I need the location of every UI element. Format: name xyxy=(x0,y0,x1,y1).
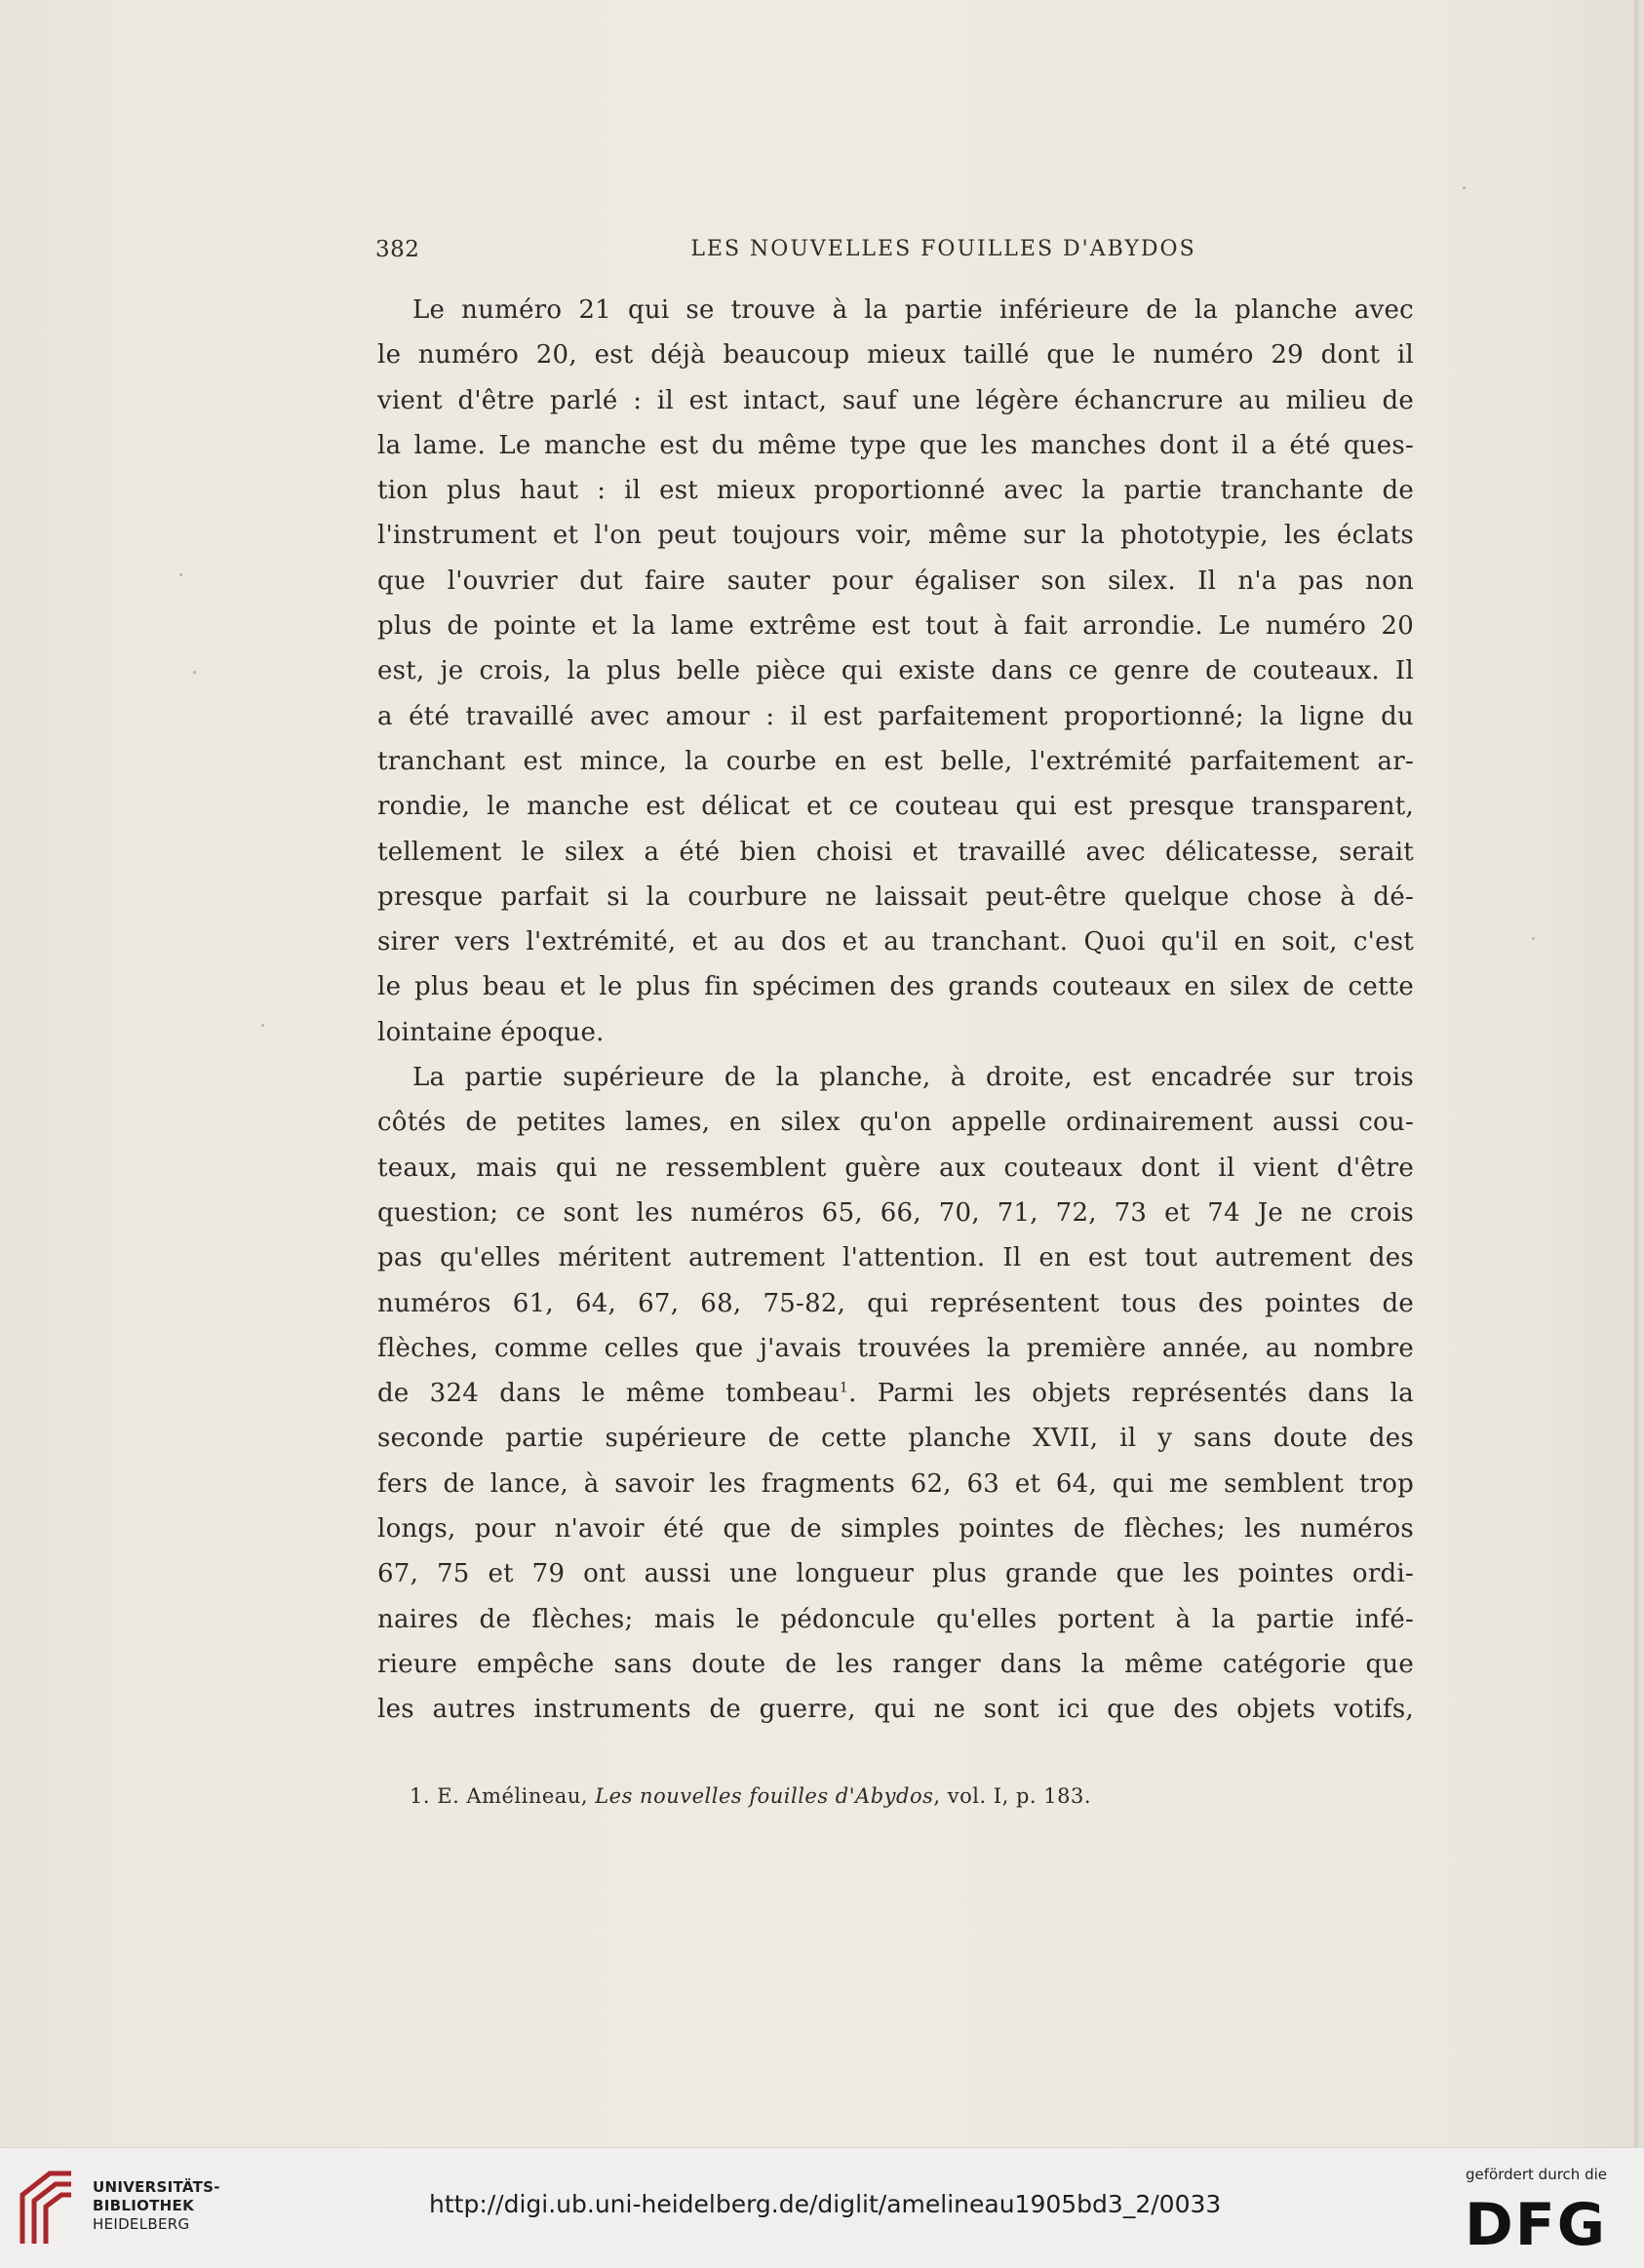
library-name-line: UNIVERSITÄTS- xyxy=(93,2178,220,2196)
text-line: seconde partie supérieure de cette planche XVII, il y sans doute des xyxy=(377,1424,1414,1454)
library-name-line: HEIDELBERG xyxy=(93,2215,190,2233)
page-number: 382 xyxy=(375,237,420,262)
text-line: rieure empêche sans doute de les ranger dans la même catégorie que xyxy=(377,1649,1414,1679)
scan-speck xyxy=(179,573,182,576)
text-line: côtés de petites lames, en silex qu'on appelle ordinairement aussi cou- xyxy=(377,1108,1414,1138)
text-line: tion plus haut : il est mieux proportionné avec la partie tranchante de xyxy=(377,476,1414,506)
scan-speck xyxy=(1532,937,1535,940)
footnote xyxy=(410,1784,1091,1808)
text-line: fers de lance, à savoir les fragments 62, 63 et 64, qui me semblent trop xyxy=(377,1468,1414,1499)
text-line-with-footnote-ref xyxy=(377,1371,1414,1416)
text-line: numéros 61, 64, 67, 68, 75-82, qui représentent tous des pointes de xyxy=(377,1288,1414,1318)
scan-speck xyxy=(1463,186,1466,189)
text-line: que l'ouvrier dut faire sauter pour égaliser son silex. Il n'a pas non xyxy=(377,566,1414,596)
footnote-number: 1. xyxy=(410,1784,431,1808)
text-fragment: de 324 dans le même tombeau xyxy=(377,1379,840,1409)
footnote-ref[interactable]: 1 xyxy=(839,1380,849,1396)
text-line: question; ce sont les numéros 65, 66, 70, 71, 72, 73 et 74 Je ne crois xyxy=(377,1197,1414,1228)
text-line: 67, 75 et 79 ont aussi une longueur plus grande que les pointes ordi- xyxy=(377,1559,1414,1589)
text-line: tellement le silex a été bien choisi et travaillé avec délicatesse, serait xyxy=(377,837,1414,867)
text-line: teaux, mais qui ne ressemblent guère aux couteaux dont il vient d'être xyxy=(377,1153,1414,1183)
text-line: pas qu'elles méritent autrement l'attention. Il en est tout autrement des xyxy=(377,1243,1414,1273)
scan-speck xyxy=(193,671,196,674)
text-line: tranchant est mince, la courbe en est belle, l'extrémité parfaitement ar- xyxy=(377,746,1414,776)
text-fragment: . Parmi les objets représentés dans la xyxy=(848,1379,1414,1409)
library-name xyxy=(93,2178,220,2234)
text-line: La partie supérieure de la planche, à droite, est encadrée sur trois xyxy=(412,1063,1414,1093)
text-line: Le numéro 21 qui se trouve à la partie inférieure de la planche avec xyxy=(412,295,1414,325)
text-line: le numéro 20, est déjà beaucoup mieux taillé que le numéro 29 dont il xyxy=(377,340,1414,371)
text-line: les autres instruments de guerre, qui ne sont ici que des objets votifs, xyxy=(377,1695,1414,1725)
text-line: est, je crois, la plus belle pièce qui existe dans ce genre de couteaux. Il xyxy=(377,656,1414,686)
library-name-line: BIBLIOTHEK xyxy=(93,2197,194,2214)
dfg-logo[interactable] xyxy=(1465,2194,1624,2252)
footnote-author: E. Amélineau, xyxy=(437,1784,589,1808)
text-line: sirer vers l'extrémité, et au dos et au tranchant. Quoi qu'il en soit, c'est xyxy=(377,927,1414,958)
text-line: presque parfait si la courbure ne laissait peut-être quelque chose à dé- xyxy=(377,881,1414,912)
running-head xyxy=(375,235,1414,274)
scan-speck xyxy=(261,1024,264,1027)
text-line: a été travaillé avec amour : il est parfaitement proportionné; la ligne du xyxy=(377,701,1414,731)
text-line: l'instrument et l'on peut toujours voir, même sur la phototypie, les éclats xyxy=(377,521,1414,551)
text-line: longs, pour n'avoir été que de simples pointes de flèches; les numéros xyxy=(377,1514,1414,1545)
funding-credit: gefördert durch die xyxy=(1466,2166,1607,2183)
dfg-logo-text: DFG xyxy=(1465,2194,1608,2252)
text-line: rondie, le manche est délicat et ce couteau qui est presque transparent, xyxy=(377,792,1414,822)
text-line: lointaine époque. xyxy=(377,1017,605,1047)
permalink-url[interactable]: http://digi.ub.uni-heidelberg.de/diglit/amelineau1905bd3_2/0033 xyxy=(429,2190,1222,2218)
text-line: le plus beau et le plus fin spécimen des grands couteaux en silex de cette xyxy=(377,972,1414,1002)
footnote-title: Les nouvelles fouilles d'Abydos xyxy=(595,1784,934,1808)
text-line: flèches, comme celles que j'avais trouvées la première année, au nombre xyxy=(377,1333,1414,1363)
text-line: vient d'être parlé : il est intact, sauf une légère échancrure au milieu de xyxy=(377,385,1414,415)
footnote-rest: , vol. I, p. 183. xyxy=(933,1784,1091,1808)
ub-heidelberg-logo[interactable] xyxy=(17,2166,77,2249)
viewer-footer xyxy=(0,2147,1644,2268)
running-title: LES NOUVELLES FOUILLES D'ABYDOS xyxy=(690,237,1196,261)
text-line: plus de pointe et la lame extrême est tout à fait arrondie. Le numéro 20 xyxy=(377,611,1414,642)
body-text xyxy=(377,288,1414,1733)
text-line: naires de flèches; mais le pédoncule qu'elles portent à la partie infé- xyxy=(377,1604,1414,1634)
text-line: la lame. Le manche est du même type que les manches dont il a été ques- xyxy=(377,430,1414,460)
